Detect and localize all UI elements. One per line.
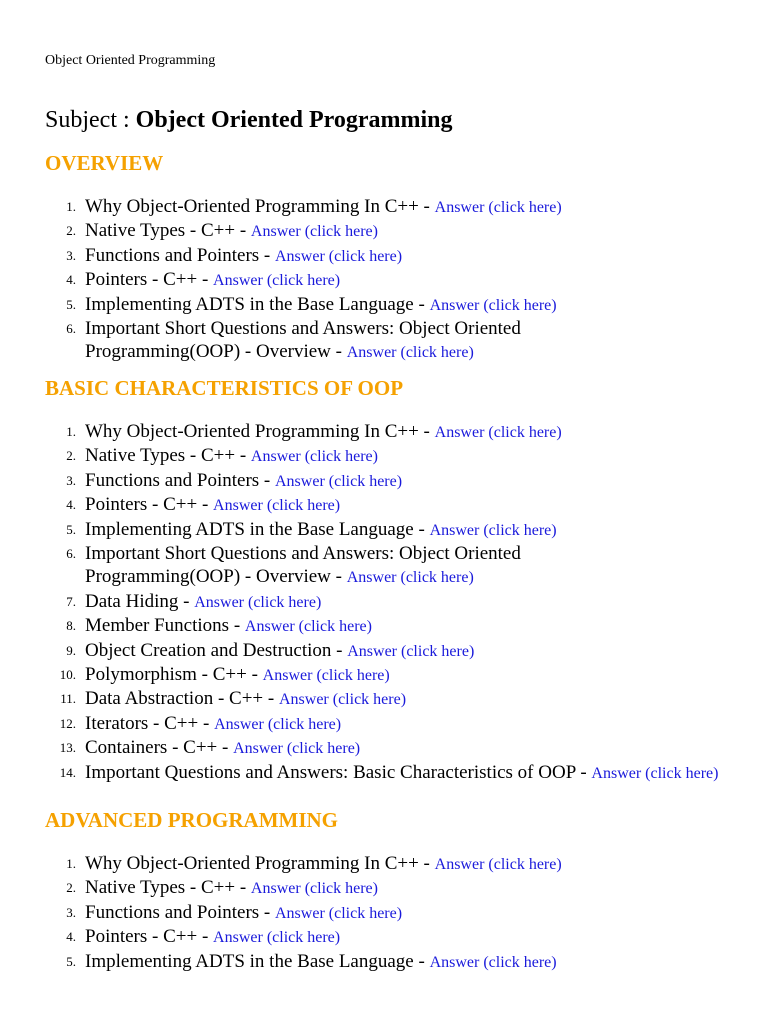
- item-title: Why Object-Oriented Programming In C++ -: [85, 853, 435, 874]
- running-head: Object Oriented Programming: [45, 53, 216, 68]
- section-advanced-programming: [45, 808, 745, 974]
- item-title: Implementing ADTS in the Base Language -: [85, 518, 430, 540]
- list-item: [45, 761, 745, 785]
- answer-link[interactable]: Answer (click here): [434, 424, 562, 441]
- item-number: 7.: [66, 593, 76, 609]
- item-number: 5.: [66, 953, 76, 969]
- answer-link[interactable]: Answer (click here): [262, 667, 390, 685]
- list-item: [45, 736, 745, 760]
- item-title: Member Functions -: [85, 615, 245, 637]
- answer-link[interactable]: Answer (click here): [429, 953, 557, 971]
- list-item: [45, 444, 745, 468]
- answer-link[interactable]: Answer (click here): [233, 740, 361, 758]
- answer-link[interactable]: Answer (click here): [591, 764, 719, 782]
- answer-link[interactable]: Answer (click here): [275, 247, 403, 265]
- item-title: Important Short Questions and Answers: Object Oriented Programming(OOP) - Overview -: [85, 543, 521, 588]
- section-basic-characteristics: [45, 376, 745, 785]
- answer-link[interactable]: Answer (click here): [434, 199, 562, 216]
- answer-link[interactable]: Answer (click here): [213, 497, 341, 515]
- answer-link[interactable]: Answer (click here): [434, 856, 562, 873]
- answer-link[interactable]: Answer (click here): [346, 344, 474, 362]
- toc-list: [45, 195, 745, 365]
- item-title: Data Abstraction - C++ -: [85, 688, 279, 710]
- item-title: Object Creation and Destruction -: [85, 639, 348, 661]
- list-item: [45, 687, 745, 711]
- answer-link[interactable]: Answer (click here): [250, 448, 378, 466]
- answer-link[interactable]: Answer (click here): [250, 880, 378, 898]
- item-number: 1.: [66, 424, 76, 439]
- section-heading: BASIC CHARACTERISTICS OF OOP: [45, 376, 404, 400]
- item-number: 3.: [66, 904, 76, 920]
- answer-link[interactable]: Answer (click here): [250, 223, 378, 241]
- list-item: [45, 317, 745, 365]
- item-number: 9.: [66, 642, 76, 658]
- toc-list: [45, 852, 745, 974]
- item-title: Iterators - C++ -: [85, 712, 215, 734]
- item-title: Why Object-Oriented Programming In C++ -: [85, 196, 435, 217]
- subject-title: Object Oriented Programming: [135, 107, 453, 133]
- answer-link[interactable]: Answer (click here): [347, 642, 475, 660]
- item-title: Containers - C++ -: [85, 737, 234, 759]
- item-title: Functions and Pointers -: [85, 469, 275, 491]
- item-title: Data Hiding -: [85, 590, 195, 612]
- list-item: [45, 876, 745, 900]
- item-title: Native Types - C++ -: [85, 877, 251, 899]
- list-item: [45, 420, 745, 444]
- answer-link[interactable]: Answer (click here): [275, 904, 403, 922]
- item-number: 5.: [66, 296, 76, 312]
- item-number: 2.: [66, 880, 76, 896]
- answer-link[interactable]: Answer (click here): [213, 272, 341, 290]
- list-item: [45, 493, 745, 517]
- item-number: 8.: [66, 618, 76, 634]
- item-number: 2.: [66, 223, 76, 239]
- item-title: Pointers - C++ -: [85, 926, 214, 948]
- list-item: [45, 195, 745, 219]
- item-title: Polymorphism - C++ -: [85, 664, 263, 686]
- list-item: [45, 639, 745, 663]
- answer-link[interactable]: Answer (click here): [213, 929, 341, 947]
- list-item: [45, 268, 745, 292]
- item-title: Implementing ADTS in the Base Language -: [85, 950, 430, 972]
- item-title: Native Types - C++ -: [85, 445, 251, 467]
- list-item: [45, 244, 745, 268]
- list-item: [45, 518, 745, 542]
- answer-link[interactable]: Answer (click here): [214, 715, 342, 733]
- list-item: [45, 469, 745, 493]
- section-heading: OVERVIEW: [45, 151, 164, 175]
- list-item: [45, 925, 745, 949]
- item-title: Native Types - C++ -: [85, 220, 251, 242]
- item-number: 12.: [59, 715, 76, 731]
- answer-link[interactable]: Answer (click here): [346, 569, 474, 587]
- answer-link[interactable]: Answer (click here): [429, 296, 557, 314]
- item-number: 3.: [66, 247, 76, 263]
- item-number: 1.: [66, 199, 76, 214]
- list-item: [45, 712, 745, 736]
- list-item: [45, 293, 745, 317]
- section-heading: ADVANCED PROGRAMMING: [45, 808, 339, 832]
- answer-link[interactable]: Answer (click here): [429, 521, 557, 539]
- item-number: 4.: [66, 929, 76, 945]
- item-number: 2.: [66, 448, 76, 464]
- item-title: Pointers - C++ -: [85, 269, 214, 291]
- item-title: Implementing ADTS in the Base Language -: [85, 293, 430, 315]
- list-item: [45, 219, 745, 243]
- section-overview: [45, 151, 745, 365]
- item-number: 4.: [66, 272, 76, 288]
- item-number: 3.: [66, 472, 76, 488]
- item-number: 4.: [66, 497, 76, 513]
- item-number: 5.: [66, 521, 76, 537]
- answer-link[interactable]: Answer (click here): [278, 691, 407, 709]
- item-number: 6.: [66, 546, 76, 562]
- list-item: [45, 590, 745, 614]
- answer-link[interactable]: Answer (click here): [194, 593, 322, 611]
- answer-link[interactable]: Answer (click here): [244, 618, 372, 636]
- item-title: Important Questions and Answers: Basic Characteristics of OOP -: [85, 761, 592, 783]
- subject-line: [45, 106, 452, 134]
- list-item: [45, 614, 745, 638]
- list-item: [45, 542, 745, 590]
- item-number: 11.: [60, 691, 76, 707]
- item-number: 6.: [66, 321, 76, 337]
- item-number: 10.: [59, 667, 76, 683]
- item-title: Functions and Pointers -: [85, 901, 275, 923]
- item-title: Why Object-Oriented Programming In C++ -: [85, 421, 435, 442]
- item-title: Functions and Pointers -: [85, 244, 275, 266]
- list-item: [45, 950, 745, 974]
- list-item: [45, 663, 745, 687]
- item-title: Important Short Questions and Answers: Object Oriented Programming(OOP) - Overview -: [85, 318, 521, 363]
- item-title: Pointers - C++ -: [85, 494, 214, 516]
- item-number: 13.: [59, 740, 76, 756]
- subject-prefix: Subject :: [45, 107, 136, 133]
- toc-list: [45, 420, 745, 785]
- item-number: 1.: [66, 856, 76, 871]
- list-item: [45, 852, 745, 876]
- item-number: 14.: [59, 764, 76, 780]
- answer-link[interactable]: Answer (click here): [275, 472, 403, 490]
- list-item: [45, 901, 745, 925]
